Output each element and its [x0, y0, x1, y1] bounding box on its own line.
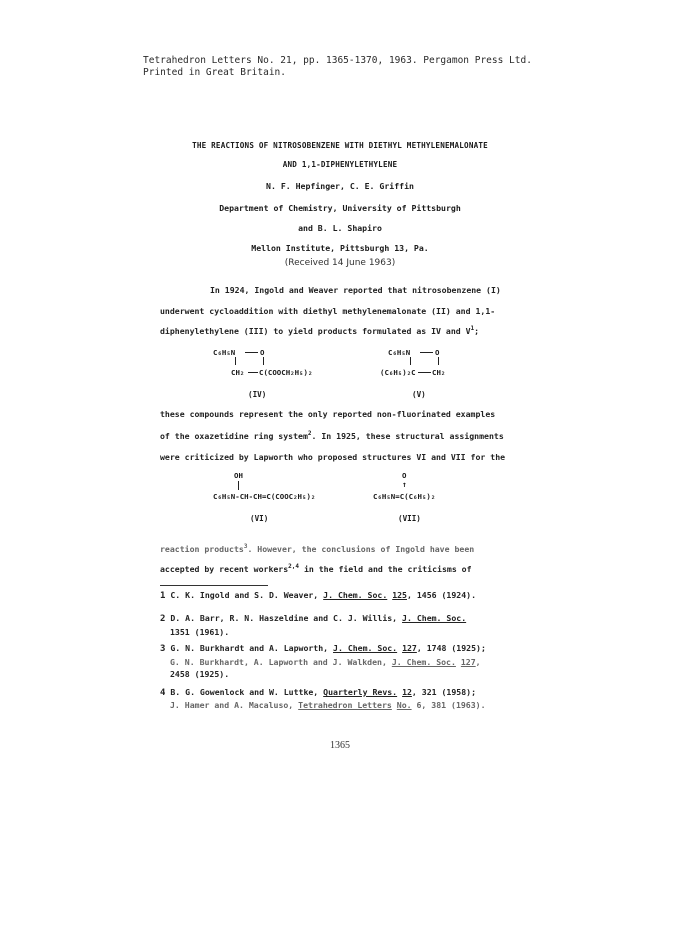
footnote-3-cont: G. N. Burkhardt, A. Lapworth and J. Walkden, J. Chem. Soc. 127, — [170, 657, 481, 667]
body-line: underwent cycloaddition with diethyl methylenemalonate (II) and 1,1- — [160, 306, 496, 316]
second-author: and B. L. Shapiro — [298, 223, 382, 233]
bond-line — [263, 357, 264, 365]
footnote-2: 2 D. A. Barr, R. N. Haszeldine and C. J. Willis, J. Chem. Soc. — [160, 613, 467, 624]
struct-atom: C₆H₅N=C(C₆H₅)₂ — [373, 492, 436, 501]
journal-citation: Tetrahedron Letters No. 21, pp. 1365-1370, 1963. Pergamon Press Ltd. — [143, 55, 532, 66]
bond-line — [410, 357, 411, 365]
journal-title: J. Chem. Soc. — [333, 643, 398, 653]
footnote-number: 4 — [160, 688, 166, 698]
bond-line — [245, 352, 258, 353]
citation-sup: 3 — [243, 543, 248, 550]
bond-line — [248, 372, 258, 373]
page-number: 1365 — [330, 740, 350, 751]
struct-atom: C₆H₅N — [388, 348, 411, 357]
received-date: (Received 14 June 1963) — [284, 258, 396, 268]
struct-atom: C(COOCH₂H₅)₂ — [259, 368, 313, 377]
struct-atom: C₆H₅N-CH-CH=C(COOC₂H₅)₂ — [213, 492, 316, 501]
footnote-4: 4 B. G. Gowenlock and W. Luttke, Quarterly Revs. 12, 321 (1958); — [160, 687, 477, 698]
body-line: reaction products$^3$. However, the conclusions of Ingold have been — [160, 543, 475, 554]
structure-label: (V) — [412, 390, 426, 399]
footnote-number: 3 — [160, 644, 166, 654]
struct-atom: OH — [234, 471, 243, 480]
struct-atom: C₆H₅N — [213, 348, 236, 357]
article-title-line1: THE REACTIONS OF NITROSOBENZENE WITH DIETHYL METHYLENEMALONATE — [192, 141, 488, 150]
struct-atom: O — [402, 471, 407, 480]
affiliation-mellon: Mellon Institute, Pittsburgh 13, Pa. — [251, 243, 429, 253]
struct-atom: O — [260, 348, 265, 357]
footnote-2-cont: 1351 (1961). — [170, 627, 230, 637]
body-line: of the oxazetidine ring system$^2$. In 1925, these structural assignments — [160, 430, 504, 441]
journal-title: J. Chem. Soc. — [323, 590, 388, 600]
footnote-number: 1 — [160, 591, 166, 601]
citation-sup: 2,4 — [288, 563, 300, 570]
citation-sup: 1 — [470, 325, 475, 332]
footnote-divider — [160, 585, 268, 586]
structure-label: (VII) — [398, 514, 421, 523]
author-names: N. F. Hepfinger, C. E. Griffin — [266, 181, 414, 191]
bond-line — [235, 357, 236, 365]
body-line: these compounds represent the only reported non-fluorinated examples — [160, 409, 496, 419]
struct-atom: CH₂ — [432, 368, 446, 377]
affiliation-pittsburgh: Department of Chemistry, University of Pittsburgh — [219, 203, 461, 213]
citation-sup: 2 — [307, 430, 312, 437]
printed-in-line: Printed in Great Britain. — [143, 67, 286, 78]
journal-title: Quarterly Revs. — [323, 687, 398, 697]
bond-line — [418, 372, 431, 373]
body-line: accepted by recent workers$^{2,4}$ in the field and the criticisms of — [160, 563, 472, 574]
structure-label: (VI) — [250, 514, 269, 523]
bond-line — [438, 357, 439, 365]
struct-atom: (C₆H₅)₂C — [380, 368, 416, 377]
footnote-1: 1 C. K. Ingold and S. D. Weaver, J. Chem. Soc. 125, 1456 (1924). — [160, 590, 477, 601]
struct-atom: O — [435, 348, 440, 357]
body-line: diphenylethylene (III) to yield products formulated as IV and $V^1$; — [160, 325, 480, 336]
footnote-3: 3 G. N. Burkhardt and A. Lapworth, J. Chem. Soc. 127, 1748 (1925); — [160, 643, 486, 654]
structure-label: (IV) — [248, 390, 267, 399]
journal-title: Tetrahedron Letters — [298, 700, 392, 710]
footnote-4-cont: J. Hamer and A. Macaluso, Tetrahedron Letters No. 6, 381 (1963). — [170, 700, 486, 710]
journal-title: J. Chem. Soc. — [391, 657, 456, 667]
arrow-up-icon: ↑ — [402, 480, 407, 489]
footnote-number: 2 — [160, 614, 166, 624]
journal-title: J. Chem. Soc. — [402, 613, 467, 623]
bond-line — [420, 352, 433, 353]
footnote-3-year: 2458 (1925). — [170, 669, 230, 679]
struct-atom: CH₂ — [231, 368, 245, 377]
bond-line — [238, 481, 239, 490]
body-line: In 1924, Ingold and Weaver reported that nitrosobenzene (I) — [210, 285, 501, 295]
body-line: were criticized by Lapworth who proposed structures VI and VII for the — [160, 452, 506, 462]
article-title-line2: AND 1,1-DIPHENYLETHYLENE — [282, 160, 398, 169]
